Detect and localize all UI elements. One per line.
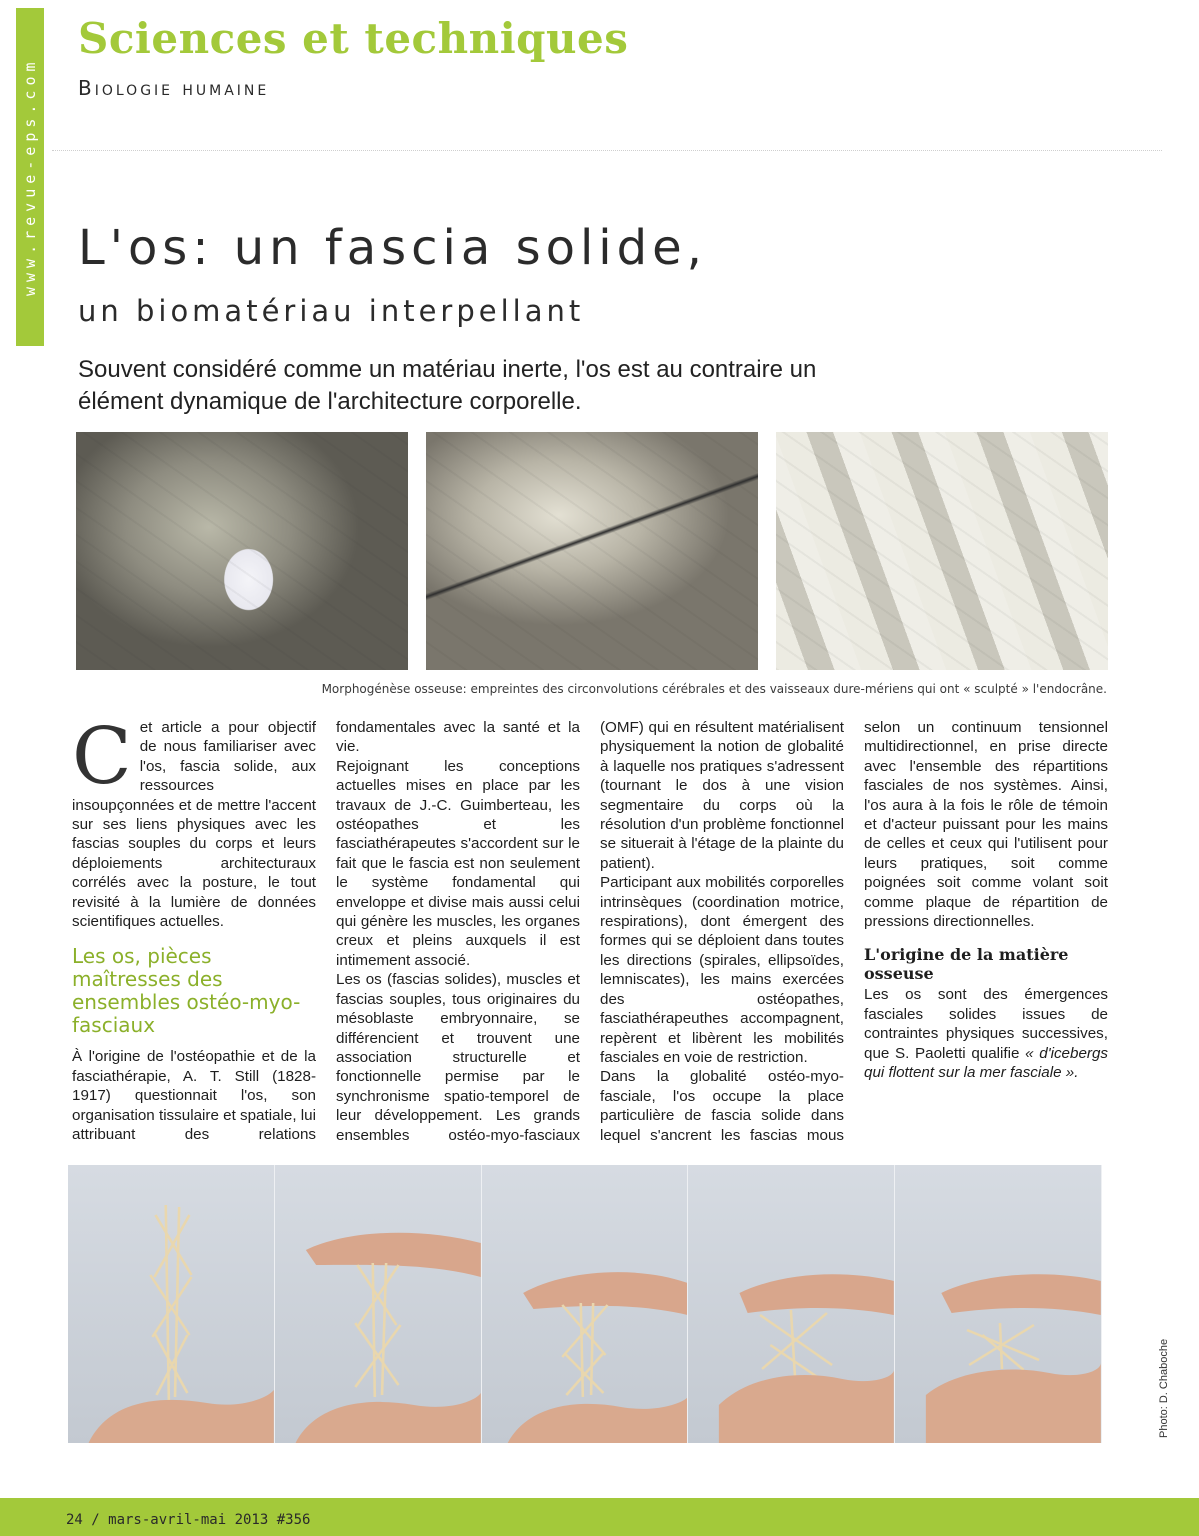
- intro-paragraph: Cet article a pour objectif de nous familiariser avec l'os, fascia solide, aux ressources insoupçonnées et de mettre l'accent sur ses liens physiques avec les fascias souples du corps et leurs déploiements architecturaux corrélés avec la posture, le tout revisité à la lumière de données scientifiques actuelles.: [72, 712, 316, 931]
- skull-photo-1: [76, 432, 408, 670]
- skull-photo-3: [776, 432, 1108, 670]
- paragraph-5: Dans la globalité ostéo-myo-fasciale, l'os occupe la place particulière de fascia solide dans lequel s'ancrent les fascias mous selon un continuum tensionnel multidirectionnel, en prise directe avec l'ensemble des répartitions fasciales de nos systèmes. Ainsi, l'os aura à la fois le rôle de témoin et d'acteur puissant pour les mains de celles et ceux qui l'utilisent pour leurs pratiques, soit comme poignées soit comme volant soit comme plaque de répartition de pressions directionnelles.: [600, 719, 1108, 1144]
- quote: « d'icebergs qui flottent sur la mer fasciale ».: [864, 1044, 1108, 1082]
- dropcap: C: [72, 712, 132, 802]
- skull-photo-2: [426, 432, 758, 670]
- paragraph-2: Rejoignant les conceptions actuelles mises en place par les travaux de J.-C. Guimberteau, les ostéopathes et les fasciathérapeutes s'accordent sur le fait que le fascia est non seulement le système fondamental qui enveloppe et divise mais aussi celui qui génère les muscles, les organes creux et pleins auxquels il est intimement associé.: [336, 757, 580, 969]
- paragraph-3: Les os (fascias solides), muscles et fascias souples, tous originaires du mésoblaste embryonnaire, se différencient et trouvent une association structurelle et fonctionnelle permise par le synchronisme spatio-temporel de leur développement. Les grands ensembles ostéo-myo-fasciaux (OMF) qui en résultent matérialisent physiquement la notion de globalité à laquelle nos pratiques s'adressent (tournant le dos à une vision segmentaire du corps où la résolution d'un problème fonctionnel se situerait à l'étage de la plainte du patient).: [336, 719, 844, 1144]
- article-title: L'os: un fascia solide,: [78, 220, 707, 276]
- paragraph-6: Les os sont des émergences fasciales solides issues de contraintes physiques successives, que S. Paoletti qualifie « d'icebergs qui flottent sur la mer fasciale ».: [864, 986, 1108, 1082]
- photo-credit: Photo: D. Chaboche: [1158, 1338, 1170, 1438]
- hands-photo-2: [275, 1165, 482, 1443]
- paragraph-1: À l'origine de l'ostéopathie et de la fasciathérapie, A. T. Still (1828-1917) questionnait l'os, son organisation tissulaire et spatiale, lui attribuant des relations fondamentales avec la santé et la vie.: [72, 719, 580, 1144]
- skull-photo-row: [76, 432, 1108, 670]
- section-heading-2: L'origine de la matière osseuse: [864, 945, 1069, 984]
- article-lead: Souvent considéré comme un matériau inerte, l'os est au contraire un élément dynamique de l'architecture corporelle.: [78, 356, 817, 415]
- dotted-divider: [52, 150, 1162, 151]
- hands-photo-strip: [68, 1165, 1102, 1443]
- subrubric-heading: Biologie humaine: [78, 76, 270, 100]
- side-url: www.revue-eps.com: [21, 57, 39, 297]
- page-folio: 24 / mars-avril-mai 2013 #356: [66, 1512, 311, 1528]
- paragraph-4: Participant aux mobilités corporelles intrinsèques (coordination motrice, respirations), dont émergent des formes qui se déploient dans toutes les directions (spirales, ellipsoïdes, lemniscates), les mains exercées des ostéopathes, fasciathérapeuthes accompagnent, repèrent et libèrent les mobilités fasciales en voie de restriction.: [600, 874, 844, 1066]
- hands-photo-4: [688, 1165, 895, 1443]
- hands-photo-1: [68, 1165, 275, 1443]
- rubric-heading: Sciences et techniques: [78, 14, 629, 63]
- photo-caption: Morphogénèse osseuse: empreintes des circonvolutions cérébrales et des vaisseaux dure-mériens qui ont « sculpté » l'endocrâne.: [321, 682, 1107, 696]
- hands-photo-5: [895, 1165, 1102, 1443]
- hands-photo-3: [482, 1165, 689, 1443]
- article-subtitle: un biomatériau interpellant: [78, 294, 585, 328]
- article-body: [72, 712, 1108, 1158]
- section-heading-1: Les os, pièces maîtresses des ensembles ostéo-myo-fasciaux: [72, 944, 301, 1038]
